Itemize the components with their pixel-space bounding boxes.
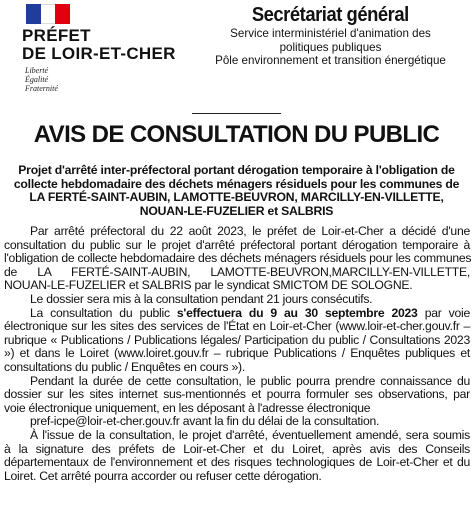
prefet-line-1: PRÉFET [22,26,91,45]
p3-line-2: électronique sur les sites des services de l'État en Loir-et-Cher (www.loir-et-cher.gouv.fr – [4,319,470,334]
p6-line-1: À l'issue de la consultation, le projet d'arrêté, éventuellement amendé, sera soumis [30,427,470,442]
secretariat-line-3: Pôle environnement et transition énergétique [215,54,446,67]
motto-liberte: Liberté [25,66,49,75]
motto-egalite: Égalité [25,75,49,84]
p3-lead: La consultation du public [30,305,177,320]
p1-line-5: NOUAN-LE-FUZELIER et SALBRIS par le syndicat SMICTOM DE SOLOGNE. [4,278,413,293]
flag-red-band [55,4,70,24]
paragraph-duration: Le dossier sera mis à la consultation pendant 21 jours consécutifs. [30,291,373,306]
secretariat-block [188,3,473,68]
consultation-dates: s'effectuera du 9 au 30 septembre 2023 [176,305,418,320]
p3-line-3: rubrique « Publications / Publications légales/ Participation du public / Consultations 2023 [4,332,470,347]
p3-tail: par voie [417,305,471,320]
p4-line-1: Pendant la durée de cette consultation, le public pourra prendre connaissance du [30,373,470,388]
p6-line-3: départementaux de l'environnement et des risques technologiques de Loir-et-Cher et du [4,455,470,470]
secretariat-title: Secrétariat général [252,4,409,26]
tricolor-flag-icon [26,4,70,24]
secretariat-line-1: Service interministériel d'animation des [230,27,431,40]
p1-line-4: de LA FERTÉ-SAINT-AUBIN, LAMOTTE-BEUVRON,MARCILLY-EN-VILLETTE, [4,264,470,279]
flag-white-band [41,4,56,24]
p1-line-2: consultation du public sur le projet d'arrêté préfectoral portant dérogation temporaire à [4,237,470,252]
project-line-1: Projet d'arrêté inter-préfectoral portant dérogation temporaire à l'obligation de [18,163,455,177]
project-heading [4,164,469,218]
page-header [0,0,473,110]
notice-body [4,225,470,483]
project-line-2: collecte hebdomadaire des déchets ménagers résiduels pour les communes de [13,176,460,191]
motto-fraternite: Fraternité [25,84,58,93]
p1-line-1: Par arrêté préfectoral du 22 août 2023, le préfet de Loir-et-Cher a décidé d'une [30,224,470,238]
secretariat-line-2: politiques publiques [279,40,382,54]
project-line-4: NOUAN-LE-FUZELIER et SALBRIS [139,203,334,218]
prefecture-logo-text [22,27,176,63]
paragraph-consultation [4,307,470,375]
p6-line-2: à la signature des préfets de Loir-et-Cher et du Loiret, après avis des Conseils [4,441,470,456]
p4-line-3: voie électronique uniquement, en les déposant à l'adresse électronique [4,400,371,415]
paragraph-outcome [4,429,470,483]
page-title: AVIS DE CONSULTATION DU PUBLIC [33,121,440,148]
paragraph-decision [4,225,470,293]
flag-blue-band [26,4,41,24]
p3-line-4: ») et dans le Loiret (www.loiret.gouv.fr – rubrique Publications / Enquêtes publiques et [4,346,470,361]
paragraph-email: pref-icpe@loir-et-cher.gouv.fr avant la fin du délai de la consultation. [30,414,380,429]
project-line-3: LA FERTÉ-SAINT-AUBIN, LAMOTTE-BEUVRON, MARCILLY-EN-VILLETTE, [29,190,444,204]
paragraph-observations [4,375,470,416]
republic-motto [25,66,58,93]
p6-line-4: Loiret. Cet arrêté pourra accorder ou refuser cette dérogation. [4,468,322,483]
p3-line-5: consultations du public / Enquêtes en cours »). [4,359,245,374]
separator-rule [192,113,281,114]
p4-line-2: dossier sur les sites internet sus-mentionnés et pourra formuler ses observations, par [4,387,470,402]
prefet-line-2: DE LOIR-ET-CHER [22,44,176,63]
p1-line-3: l'obligation de collecte hebdomadaire des déchets ménagers résiduels pour les communes [4,251,472,266]
